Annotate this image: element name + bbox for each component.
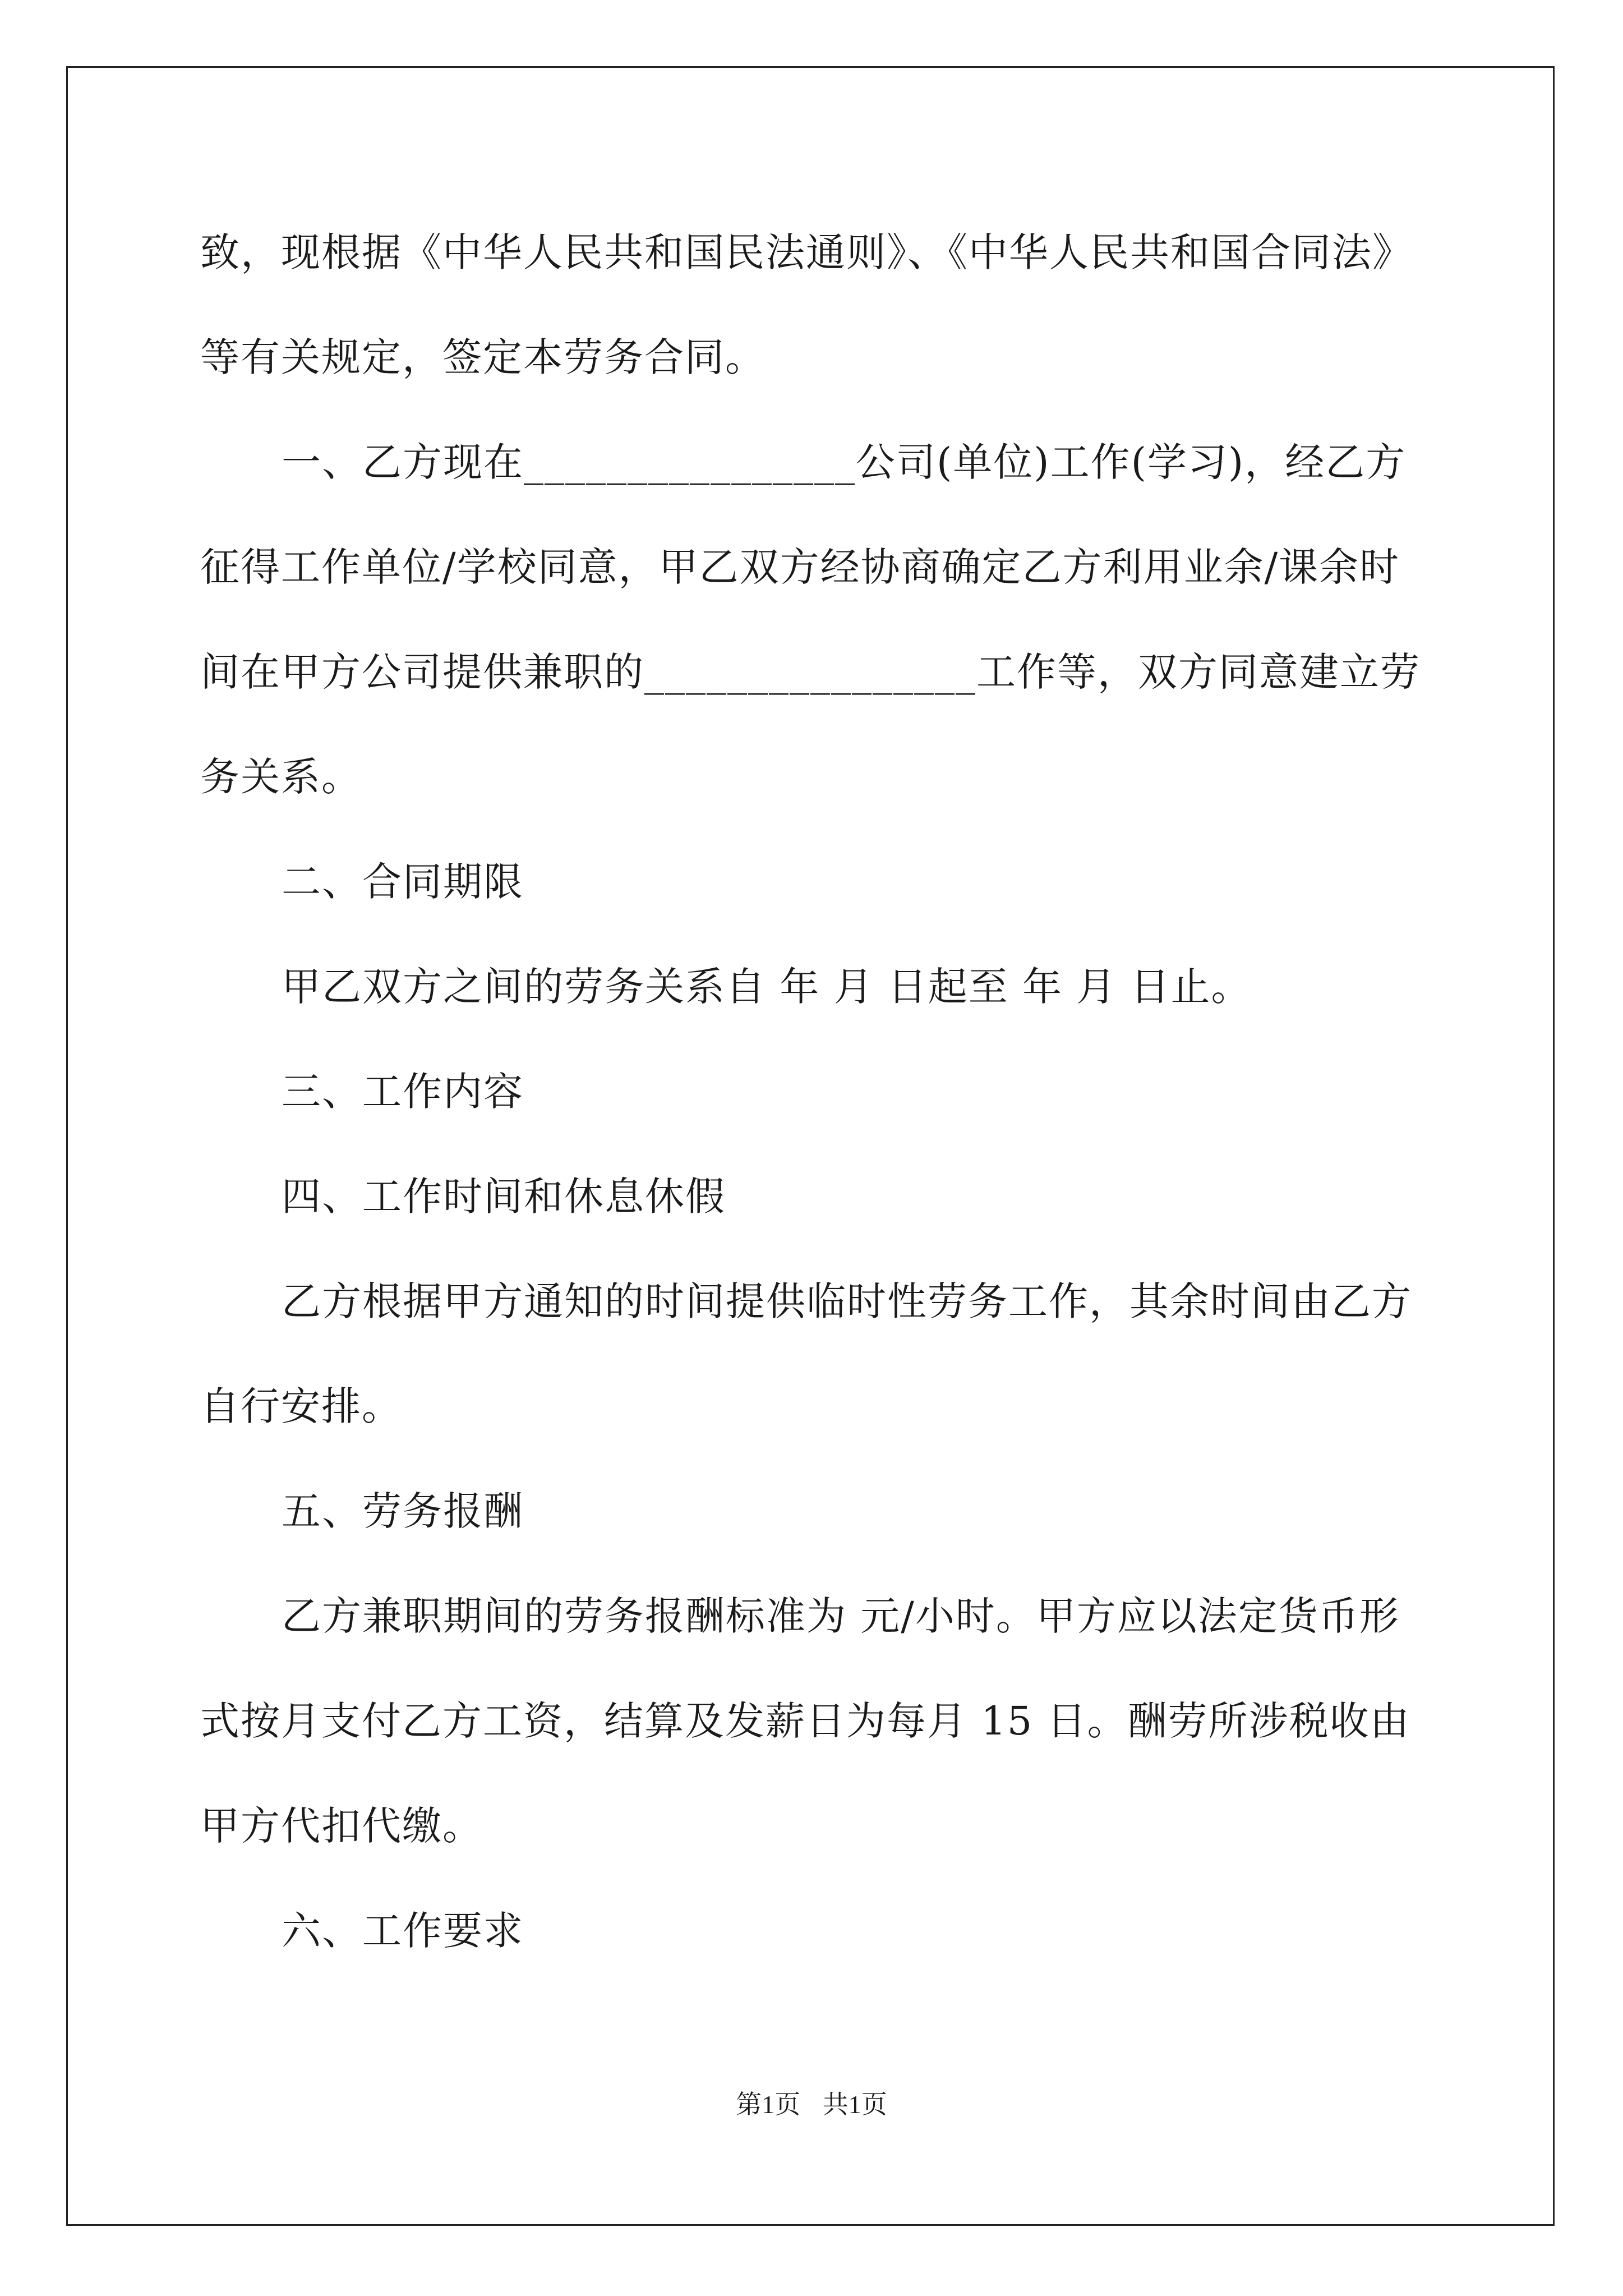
body-line: 务关系。: [200, 754, 362, 800]
body-line: 甲方代扣代缴。: [200, 1803, 483, 1849]
body-line: 等有关规定，签定本劳务合同。: [200, 334, 766, 380]
body-line: 甲乙双方之间的劳务关系自 年 月 日起至 年 月 日止。: [282, 964, 1252, 1010]
section-heading-work-requirements: 六、工作要求: [282, 1908, 524, 1954]
body-line: 致，现根据《中华人民共和国民法通则》、《中华人民共和国合同法》: [200, 229, 1413, 275]
section-heading-work-content: 三、工作内容: [282, 1069, 524, 1115]
body-line: 自行安排。: [200, 1383, 402, 1429]
clause-1-line: 一、乙方现在________________公司(单位)工作(学习)，经乙方: [282, 439, 1407, 485]
body-line: 间在甲方公司提供兼职的________________工作等，双方同意建立劳: [200, 649, 1421, 695]
page-count: 共1页: [822, 2090, 887, 2119]
body-line: 乙方兼职期间的劳务报酬标准为 元/小时。甲方应以法定货币形: [282, 1593, 1400, 1639]
section-heading-remuneration: 五、劳务报酬: [282, 1488, 524, 1534]
document-body: [200, 213, 1423, 1996]
page-footer: [0, 2084, 1623, 2121]
body-line: 乙方根据甲方通知的时间提供临时性劳务工作，其余时间由乙方: [282, 1278, 1412, 1324]
section-heading-work-hours: 四、工作时间和休息休假: [282, 1174, 726, 1220]
section-heading-contract-term: 二、合同期限: [282, 859, 524, 905]
body-line: 式按月支付乙方工资，结算及发薪日为每月 15 日。酬劳所涉税收由: [200, 1698, 1410, 1744]
page-number: 第1页: [736, 2090, 801, 2119]
body-line: 征得工作单位/学校同意，甲乙双方经协商确定乙方利用业余/课余时: [200, 544, 1400, 590]
